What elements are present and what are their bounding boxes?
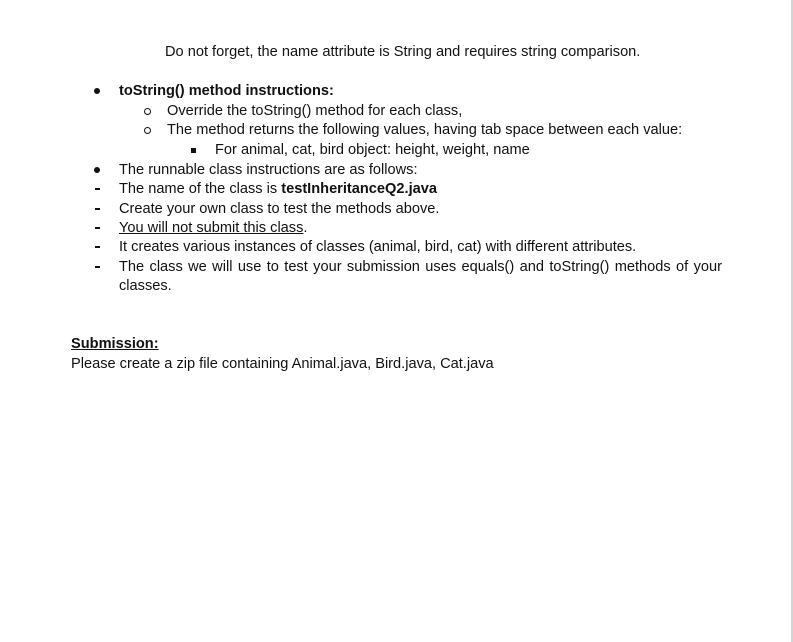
test-note-item: The class we will use to test your submission uses equals() and toString() methods of your classes. <box>119 259 722 294</box>
class-name: testInheritanceQ2.java <box>281 181 437 197</box>
create-own-item: Create your own class to test the methods above. <box>119 201 440 217</box>
runnable-heading: The runnable class instructions are as follows: <box>119 162 418 178</box>
dash-marker <box>90 180 104 199</box>
not-submit-item <box>119 219 307 238</box>
submission-heading: Submission: <box>71 336 159 352</box>
not-submit-period: . <box>303 220 308 236</box>
class-name-item <box>119 180 437 199</box>
override-item: Override the toString() method for each class, <box>167 103 463 119</box>
square-bullet-marker <box>186 141 200 160</box>
sub-bullet-marker <box>140 121 154 140</box>
class-name-prefix: The name of the class is <box>119 181 282 197</box>
dash-marker <box>90 258 104 277</box>
bullet-marker <box>90 82 104 101</box>
not-submit-text: You will not submit this class <box>119 220 304 236</box>
instances-item: It creates various instances of classes (animal, bird, cat) with different attributes. <box>119 239 637 255</box>
submission-text: Please create a zip file containing Animal.java, Bird.java, Cat.java <box>71 356 494 372</box>
dash-marker <box>90 219 104 238</box>
tostring-heading: toString() method instructions: <box>119 83 334 99</box>
dash-marker <box>90 200 104 219</box>
returns-item: The method returns the following values, having tab space between each value: <box>167 122 683 138</box>
object-fields-item: For animal, cat, bird object: height, weight, name <box>215 142 530 158</box>
bullet-marker <box>90 161 104 180</box>
sub-bullet-marker <box>140 102 154 121</box>
intro-note: Do not forget, the name attribute is String and requires string comparison. <box>165 44 641 60</box>
dash-marker <box>90 238 104 257</box>
